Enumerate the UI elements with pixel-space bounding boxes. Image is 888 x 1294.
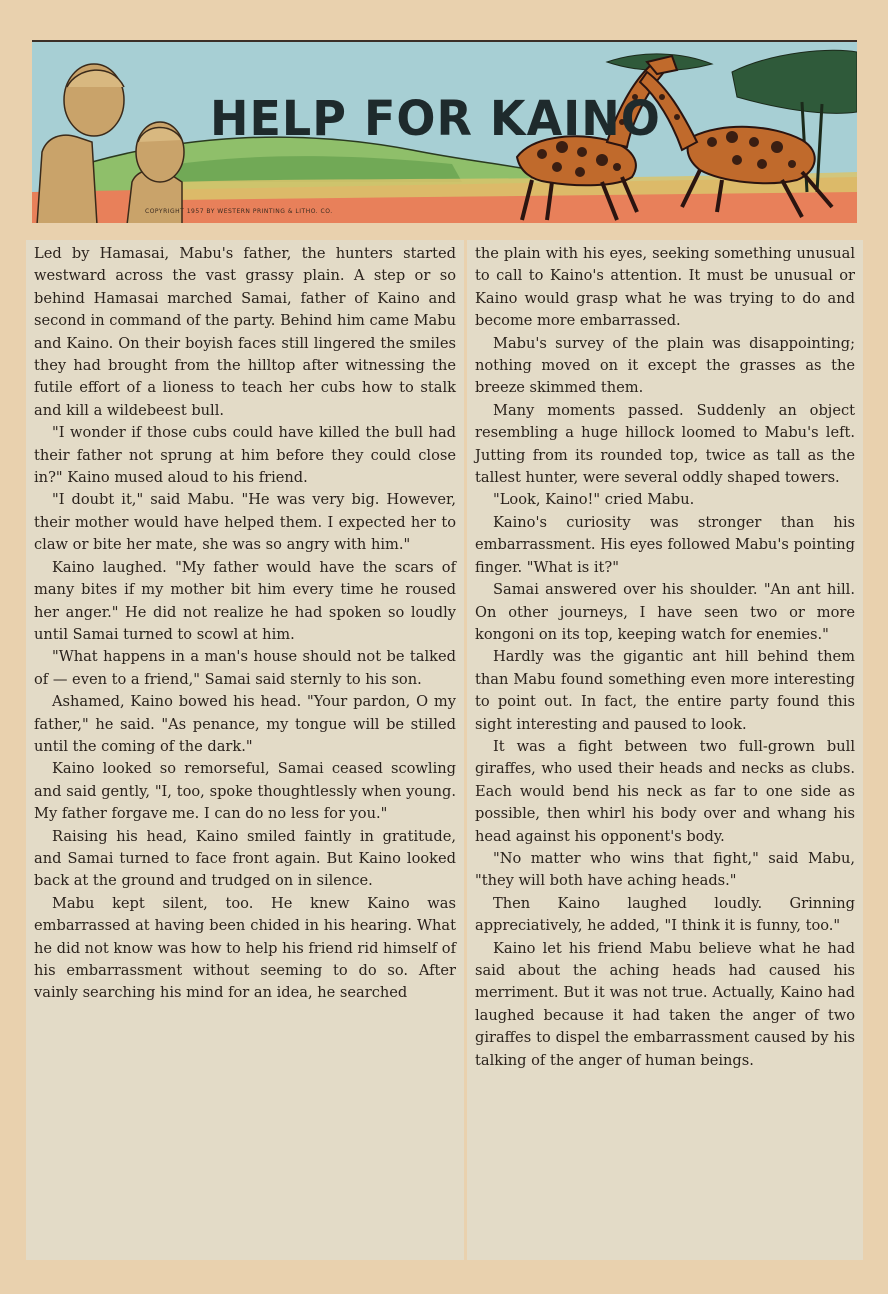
paragraph: "I doubt it," said Mabu. "He was very big. However, their mother would have helped them. I expected her to claw or bite her mate, she was so angry with him." xyxy=(34,491,456,554)
paragraph: "Look, Kaino!" cried Mabu. xyxy=(493,491,695,509)
paragraph: the plain with his eyes, seeking something unusual to call to Kaino's attention. It must be unusual or Kaino would grasp what he was trying to do and become more embarrassed. xyxy=(475,245,855,330)
paragraph: Hardly was the gigantic ant hill behind them than Mabu found something even more interesting to point out. In fact, the entire party found this sight interesting and paused to look. xyxy=(475,648,855,733)
paragraph: Kaino let his friend Mabu believe what he had said about the aching heads had caused his merriment. But it was not true. Actually, Kaino had laughed because it had taken the anger of two giraffes to dispel the embarrassment caused by his talking of the anger of human beings. xyxy=(475,939,855,1069)
paragraph: Mabu's survey of the plain was disappointing; nothing moved on it except the grasses as the breeze skimmed them. xyxy=(475,334,855,397)
paragraph: Then Kaino laughed loudly. Grinning appreciatively, he added, "I think it is funny, too." xyxy=(475,894,855,935)
paragraph: Led by Hamasai, Mabu's father, the hunters started westward across the vast grassy plain. A step or so behind Hamasai marched Samai, father of Kaino and second in command of the party. Behind him came Mabu and Kaino. On their boyish faces still lingered the smiles they had brought from the hilltop after witnessing the futile effort of a lioness to teach her cubs how to stalk and kill a wildebeest bull. xyxy=(34,245,456,419)
paragraph: Raising his head, Kaino smiled faintly in gratitude, and Samai turned to face front again. But Kaino looked back at the ground and trudged on in silence. xyxy=(34,827,456,890)
paragraph: Samai answered over his shoulder. "An ant hill. On other journeys, I have seen two or more kongoni on its top, keeping watch for enemies." xyxy=(475,581,855,643)
paragraph: Mabu kept silent, too. He knew Kaino was embarrassed at having been chided in his hearing. What he did not know was how to help his friend rid himself of his embarrassment without seeming to do so. After vainly searching his mind for an idea, he searched xyxy=(34,894,456,1002)
paragraph: Many moments passed. Suddenly an object resembling a huge hillock loomed to Mabu's left. Jutting from its rounded top, twice as tall as the tallest hunter, were several oddly shaped towers. xyxy=(475,401,855,487)
paragraph: Kaino's curiosity was stronger than his embarrassment. His eyes followed Mabu's pointing finger. "What is it?" xyxy=(475,513,855,576)
paragraph: "I wonder if those cubs could have killed the bull had their father not sprung at him before they could close in?" Kaino mused aloud to his friend. xyxy=(34,424,456,487)
story-title: HELP FOR KAINO xyxy=(210,90,661,147)
paragraph: It was a fight between two full-grown bull giraffes, who used their heads and necks as clubs. Each would bend his neck as far to one side as possible, then whirl his body over and whang his head against his opponent's body. xyxy=(475,737,855,845)
left-text-column xyxy=(26,240,464,1260)
paragraph: Ashamed, Kaino bowed his head. "Your pardon, O my father," he said. "As penance, my tongue will be stilled until the coming of the dark." xyxy=(34,693,456,755)
title-illustration-panel xyxy=(32,40,857,223)
paragraph: "What happens in a man's house should not be talked of — even to a friend," Samai said sternly to his son. xyxy=(34,648,456,688)
right-text-column xyxy=(467,240,863,1260)
copyright-notice: COPYRIGHT 1957 BY WESTERN PRINTING & LITHO. CO. xyxy=(145,208,333,215)
paragraph: Kaino looked so remorseful, Samai ceased scowling and said gently, "I, too, spoke thoughtlessly when young. My father forgave me. I can do no less for you." xyxy=(34,760,456,823)
paragraph: "No matter who wins that fight," said Mabu, "they will both have aching heads." xyxy=(475,849,855,890)
paragraph: Kaino laughed. "My father would have the scars of many bites if my mother bit him every time he roused her anger." He did not realize he had spoken so loudly until Samai turned to scowl at him. xyxy=(34,558,456,643)
